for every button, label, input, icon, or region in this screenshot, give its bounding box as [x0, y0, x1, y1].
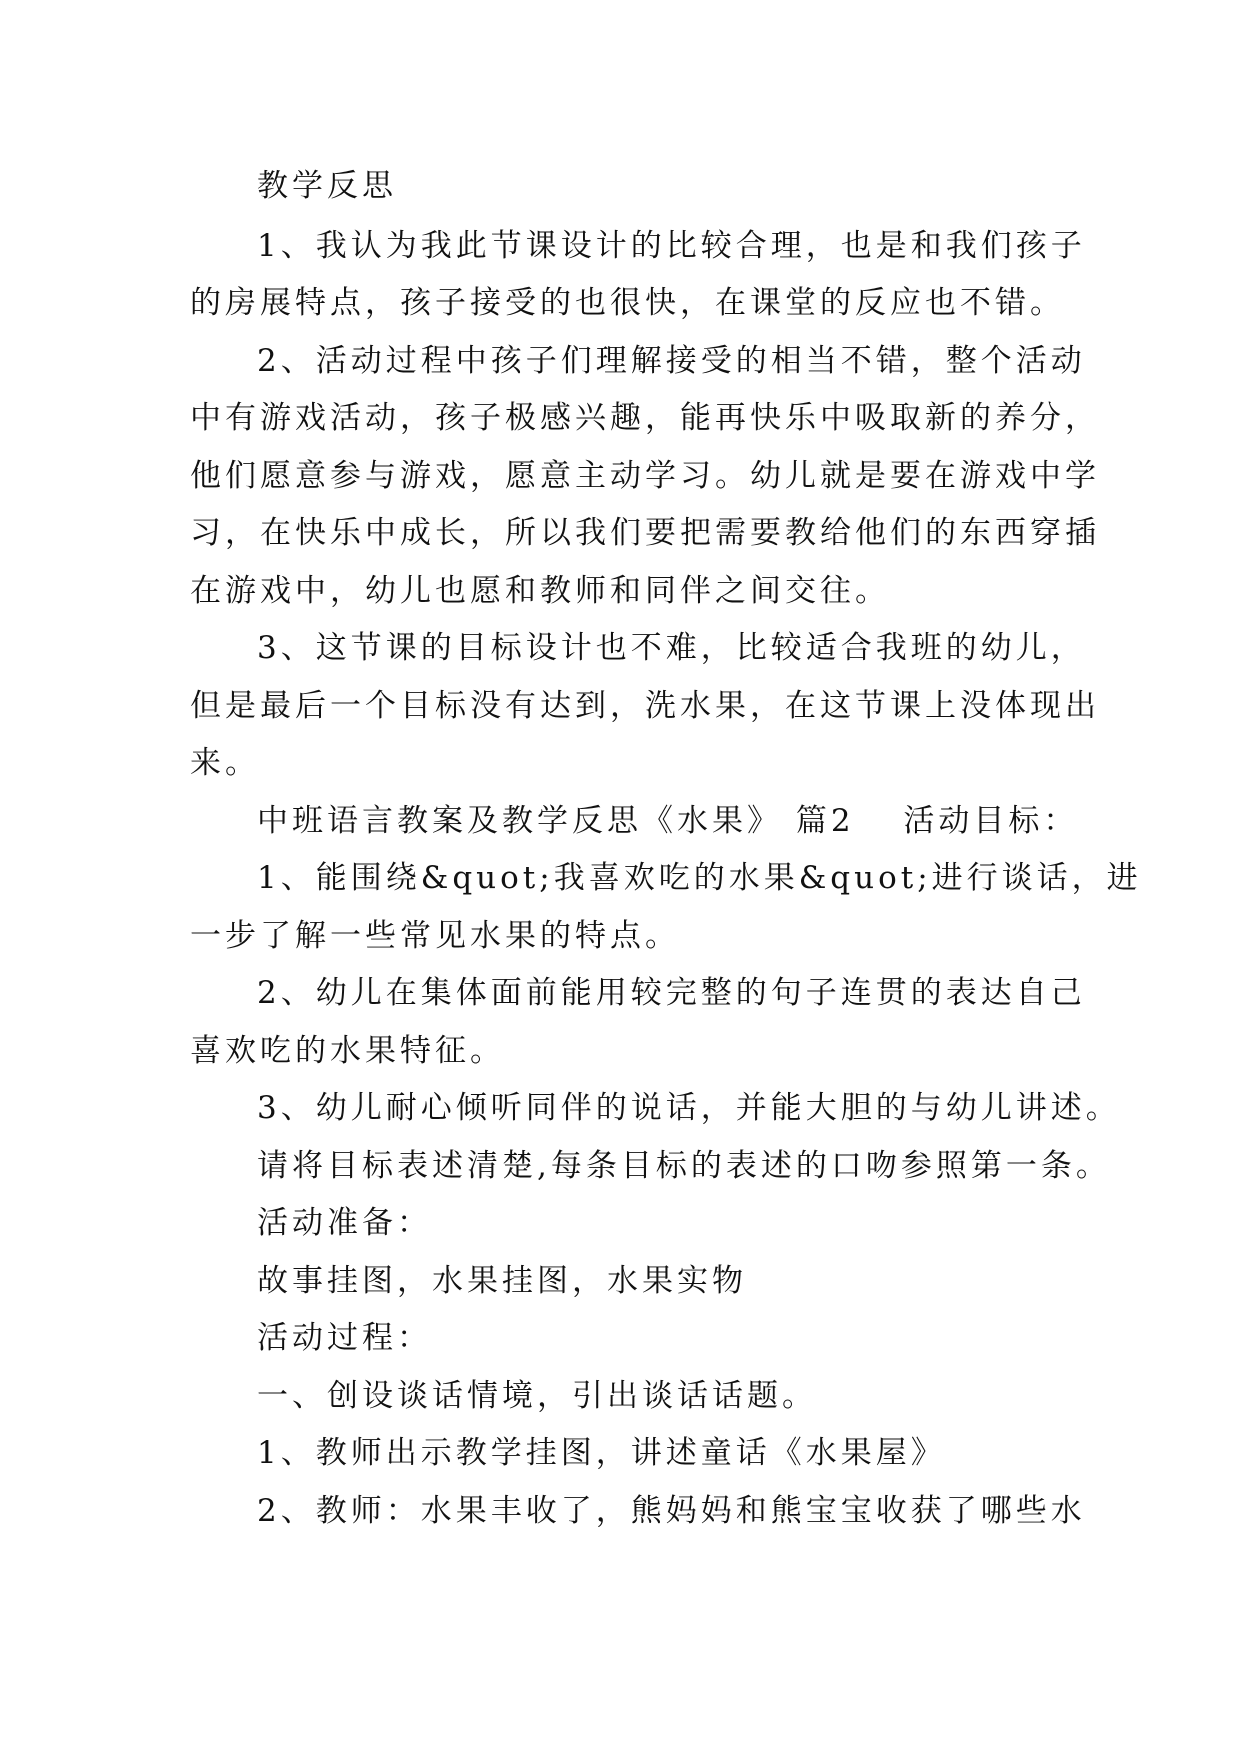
paragraph-line: 他们愿意参与游戏，愿意主动学习。幼儿就是要在游戏中学 [190, 458, 1100, 494]
paragraph-line: 喜欢吃的水果特征。 [190, 1033, 505, 1069]
section-heading-part2: 中班语言教案及教学反思《水果》 篇2 活动目标： [257, 803, 1079, 839]
paragraph-line: 的房展特点，孩子接受的也很快，在课堂的反应也不错。 [190, 285, 1065, 321]
paragraph-line: 1、教师出示教学挂图，讲述童话《水果屋》 [257, 1435, 946, 1471]
paragraph-line: 2、活动过程中孩子们理解接受的相当不错，整个活动 [257, 343, 1086, 379]
paragraph-line: 活动准备： [257, 1205, 432, 1241]
paragraph-line: 2、教师：水果丰收了，熊妈妈和熊宝宝收获了哪些水 [257, 1493, 1086, 1529]
paragraph-line: 1、能围绕&quot;我喜欢吃的水果&quot;进行谈话，进 [257, 860, 1142, 896]
paragraph-line: 一、创设谈话情境，引出谈话话题。 [257, 1378, 817, 1414]
paragraph-line: 3、这节课的目标设计也不难，比较适合我班的幼儿， [257, 630, 1086, 666]
paragraph-line: 习，在快乐中成长，所以我们要把需要教给他们的东西穿插 [190, 515, 1100, 551]
paragraph-line: 活动过程： [257, 1320, 432, 1356]
paragraph-line: 故事挂图，水果挂图，水果实物 [257, 1263, 747, 1299]
paragraph-line: 来。 [190, 745, 260, 781]
paragraph-line: 在游戏中，幼儿也愿和教师和同伴之间交往。 [190, 573, 890, 609]
paragraph-line: 但是最后一个目标没有达到，洗水果，在这节课上没体现出 [190, 688, 1100, 724]
paragraph-line: 1、我认为我此节课设计的比较合理，也是和我们孩子 [257, 228, 1086, 264]
paragraph-line: 3、幼儿耐心倾听同伴的说话，并能大胆的与幼儿讲述。 [257, 1090, 1121, 1126]
section-heading-reflection: 教学反思 [257, 168, 397, 204]
paragraph-line: 一步了解一些常见水果的特点。 [190, 918, 680, 954]
paragraph-line: 2、幼儿在集体面前能用较完整的句子连贯的表达自己 [257, 975, 1086, 1011]
paragraph-line: 中有游戏活动，孩子极感兴趣，能再快乐中吸取新的养分， [190, 400, 1100, 436]
paragraph-line: 请将目标表述清楚,每条目标的表述的口吻参照第一条。 [257, 1148, 1111, 1184]
